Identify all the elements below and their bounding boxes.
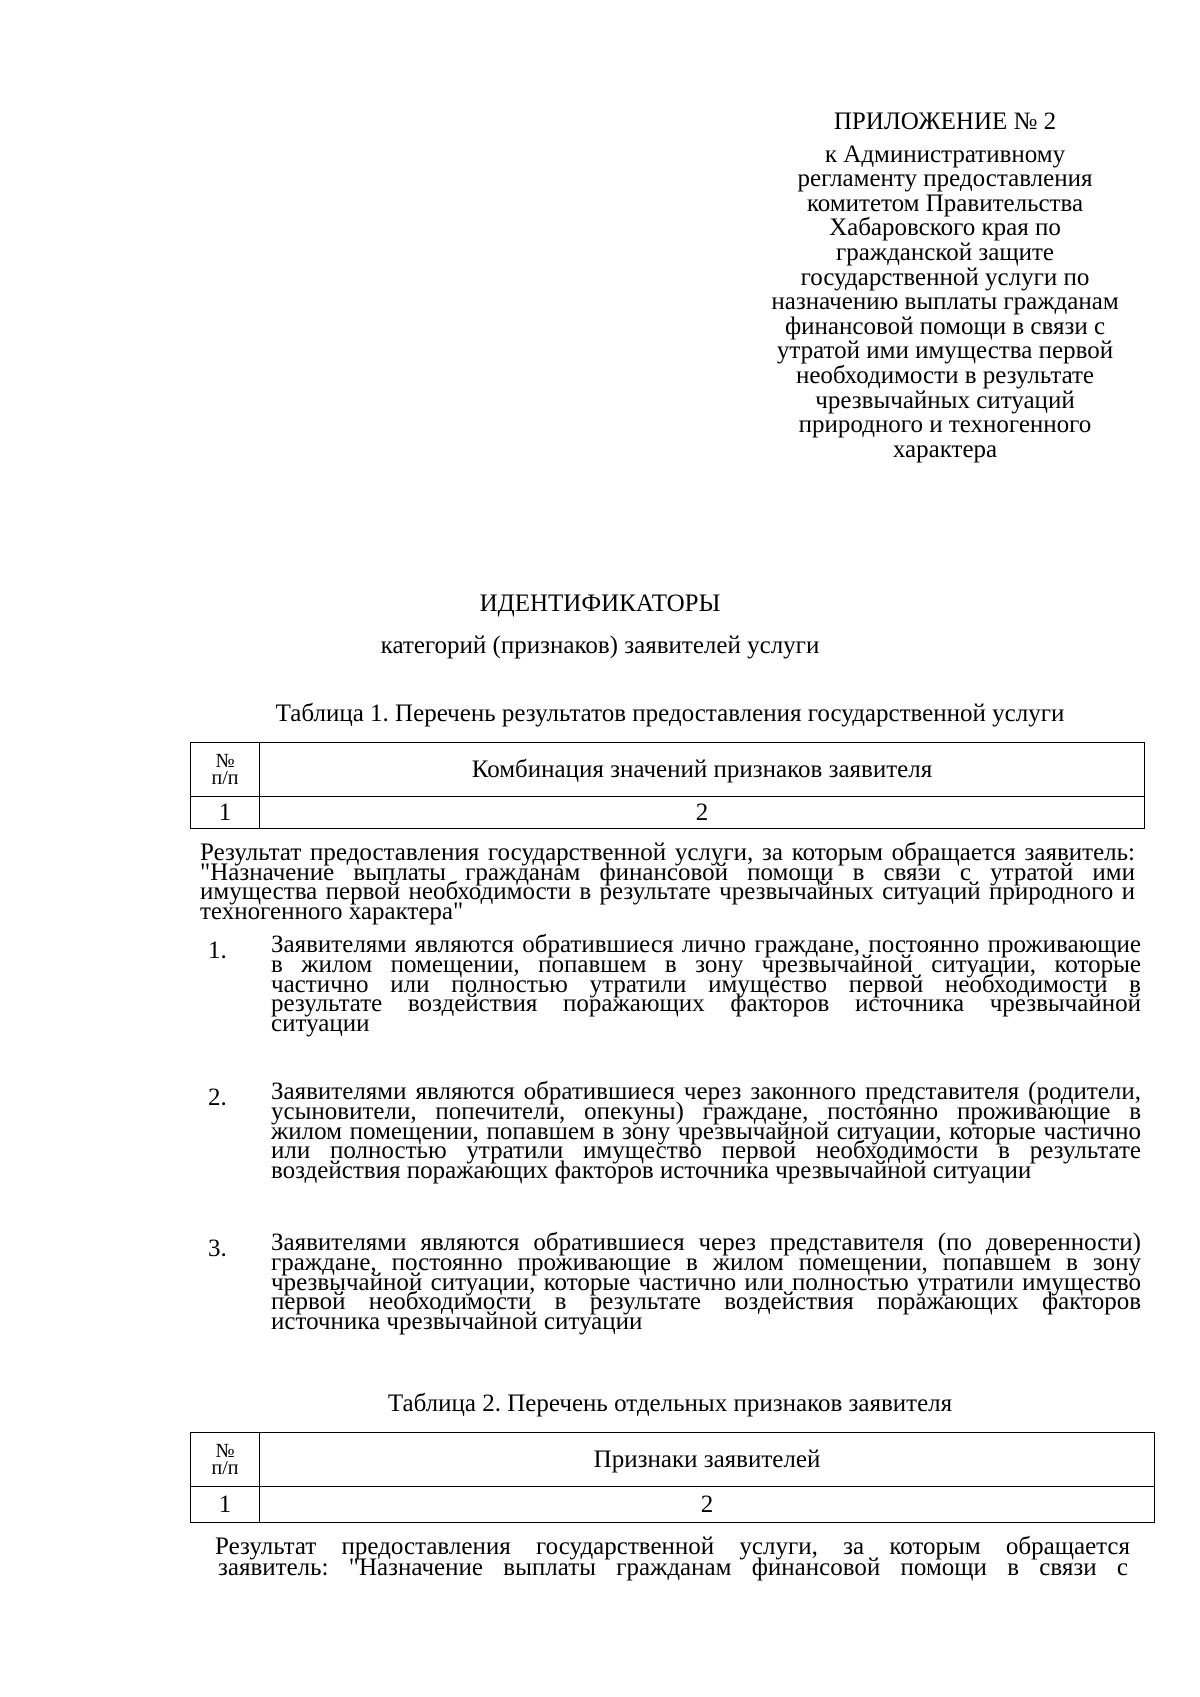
list-item-number: 1. bbox=[208, 937, 227, 964]
appendix-line: регламенту предоставления bbox=[797, 165, 1093, 193]
list-item-text: Заявителями являются обратившиеся через представителя (по доверенности) граждане, постоянно проживающие в жилом помещении, попавшем в зону чрезвычайной ситуации, которые частично или полностью утратили имущество первой необходимости в результате воздействия поражающих факторов источника чрезвычайной ситуации bbox=[271, 1229, 1141, 1336]
table1-caption: Таблица 1. Перечень результатов предоставления государственной услуги bbox=[275, 700, 1065, 727]
appendix-line: комитетом Правительства bbox=[806, 189, 1084, 217]
appendix-header bbox=[740, 110, 1150, 462]
appendix-title: ПРИЛОЖЕНИЕ № 2 bbox=[833, 108, 1057, 135]
table1-index-2: 2 bbox=[260, 797, 1145, 829]
appendix-line: финансовой помощи в связи с bbox=[784, 312, 1106, 340]
table2-result-line: Результат предоставления государственной услуги, за которым обращается bbox=[215, 1533, 1130, 1560]
table1 bbox=[190, 742, 1145, 829]
list-item-text: Заявителями являются обратившиеся лично граждане, постоянно проживающие в жилом помещении, попавшем в зону чрезвычайной ситуации, которые частично или полностью утратили имущество первой необходимости в результате воздействия поражающих факторов источника чрезвычайной ситуации bbox=[271, 931, 1141, 1038]
table2 bbox=[190, 1432, 1155, 1523]
table1-num-header: № п/п bbox=[191, 743, 260, 797]
appendix-line: чрезвычайных ситуаций bbox=[815, 386, 1075, 414]
appendix-line: гражданской защите bbox=[835, 238, 1055, 266]
document-title: ИДЕНТИФИКАТОРЫ bbox=[479, 590, 721, 617]
appendix-line: Хабаровского края по bbox=[829, 214, 1061, 242]
appendix-line: природного и техногенного bbox=[798, 411, 1092, 439]
table1-col-header: Комбинация значений признаков заявителя bbox=[260, 743, 1145, 797]
table2-result-line: заявитель: "Назначение выплаты гражданам финансовой помощи в связи с bbox=[218, 1554, 1128, 1581]
table1-result: Результат предоставления государственной услуги, за которым обращается заявитель: "Назначение выплаты гражданам финансовой помощи в связи с утратой ими имущества первой необходимости в результате чрезвычайных ситуаций природного и техногенного характера" bbox=[200, 839, 1135, 925]
appendix-line: государственной услуги по bbox=[800, 263, 1090, 291]
table2-caption: Таблица 2. Перечень отдельных признаков заявителя bbox=[387, 1390, 953, 1417]
document-subtitle: категорий (признаков) заявителей услуги bbox=[380, 632, 820, 659]
appendix-line: характера bbox=[892, 435, 998, 463]
appendix-line: к Административному bbox=[824, 140, 1066, 168]
appendix-line: назначению выплаты гражданам bbox=[771, 288, 1119, 316]
table2-num-header: № п/п bbox=[191, 1433, 260, 1487]
list-item-number: 2. bbox=[208, 1084, 227, 1111]
list-item-number: 3. bbox=[208, 1235, 227, 1262]
appendix-line: утратой ими имущества первой bbox=[776, 337, 1114, 365]
table1-index-1: 1 bbox=[191, 797, 260, 829]
table2-col-header: Признаки заявителей bbox=[260, 1433, 1155, 1487]
list-item-text: Заявителями являются обратившиеся через законного представителя (родители, усыновители, попечители, опекуны) граждане, постоянно проживающие в жилом помещении, попавшем в зону чрезвычайной ситуации, которые частично или полностью утратили имущество первой необходимости в результате воздействия поражающих факторов источника чрезвычайной ситуации bbox=[271, 1078, 1141, 1185]
appendix-line: необходимости в результате bbox=[795, 361, 1095, 389]
table2-index-1: 1 bbox=[191, 1487, 260, 1523]
table2-index-2: 2 bbox=[260, 1487, 1155, 1523]
